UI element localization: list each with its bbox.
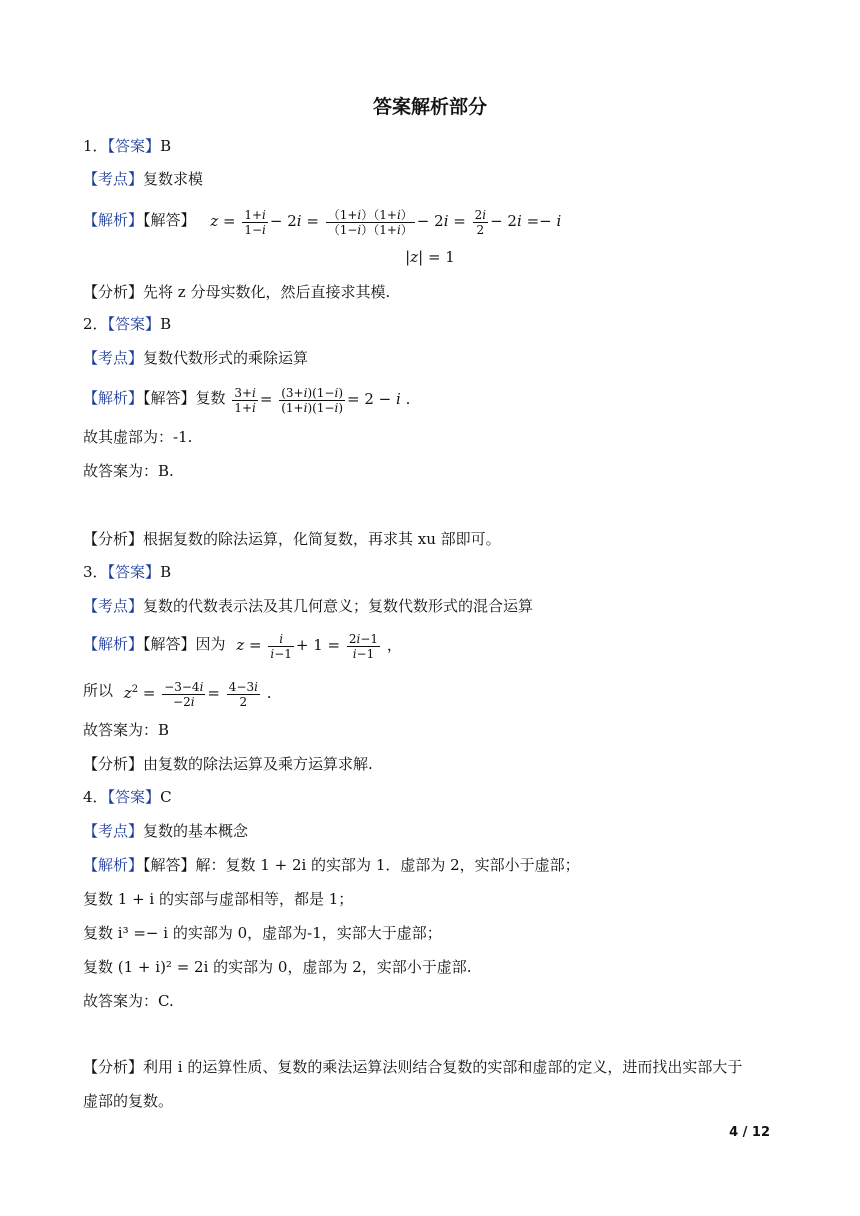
q3-review: 由复数的除法运算及乘方运算求解. [143,755,373,773]
review-label: 【分析】 [83,530,144,548]
q4-answer: C [160,788,172,806]
answer-label: 【答案】 [107,137,161,155]
q4-line3: 复数 i³ =− i 的实部为 0，虚部为-1，实部大于虚部； [83,924,442,942]
q4-point-line [83,821,248,841]
point-label: 【考点】 [83,597,144,615]
q2-point: 复数代数形式的乘除运算 [143,349,309,367]
page-title: 答案解析部分 [372,96,487,118]
review-label: 【分析】 [83,1058,144,1076]
q3-equation: z = $\frac{i}{i-1}$ + 1 = $\frac{2i-1}{i-1}$ ， [236,631,402,661]
q1-review: 先将 z 分母实数化，然后直接求其模. [143,283,391,301]
q2-review: 根据复数的除法运算，化简复数，再求其 xu 部即可。 [143,530,501,548]
q2-solve-prefix: 复数 [195,389,226,407]
q4-solve-line1: 解：复数 1 + 2i 的实部为 1．虚部为 2，实部小于虚部； [195,856,580,874]
q4-point: 复数的基本概念 [143,822,249,840]
q4-line2: 复数 1 + i 的实部与虚部相等，都是 1； [83,890,354,908]
q2-equation: $\frac{3+i}{1+i}$ = $\frac{(3+i)(1-i)}{(1+i)(1-i)}$ = 2 − i . [234,385,411,415]
q2-review-line [83,529,501,549]
q4-review-line2: 虚部的复数。 [83,1092,174,1110]
q1-solution-line [83,204,561,237]
q1-number: 1． [83,137,108,155]
q3-line2-prefix: 所以 [83,681,114,700]
q1-equation: z = $\frac{1+i}{1-i}$ − 2i = $\frac{(1+i)(1+i)}{(1-i)(1+i)}$ − 2i = $\frac{2i}{2}$ − 2i =− i [210,207,562,237]
q3-equation2: $z^2$ = $\frac{-3-4i}{-2i}$ = $\frac{4-3i}{2}$ . [123,679,272,709]
solve-label: 【解答】 [143,389,196,407]
solve-label: 【解答】 [143,635,196,653]
q4-line5: 故答案为：C. [83,992,174,1010]
point-label: 【考点】 [83,822,144,840]
q4-line4: 复数 (1 + i)² = 2i 的实部为 0，虚部为 2，实部小于虚部. [83,958,472,976]
q3-solution-line [83,628,402,661]
q4-solution-line [83,855,580,875]
q3-line3: 故答案为：B [83,721,170,739]
q3-point-line [83,596,533,616]
q1-point: 复数求模 [143,170,204,188]
q2-line2: 故其虚部为：-1. [83,428,193,446]
analysis-label: 【解析】 [83,635,144,653]
q4-review-line1: 利用 i 的运算性质、复数的乘法运算法则结合复数的实部和虚部的定义，进而找出实部大于 [143,1058,743,1076]
q4-review-line [83,1057,742,1077]
point-label: 【考点】 [83,349,144,367]
q2-answer-line [83,314,171,334]
answer-label: 【答案】 [107,788,161,806]
q2-solution-line [83,382,410,415]
analysis-label: 【解析】 [83,389,144,407]
q2-point-line [83,348,308,368]
page-number: 4 / 12 [729,1125,770,1140]
q3-point: 复数的代数表示法及其几何意义；复数代数形式的混合运算 [143,597,534,615]
q3-review-line [83,754,373,774]
q2-line3: 故答案为：B. [83,462,174,480]
analysis-label: 【解析】 [83,211,144,229]
review-label: 【分析】 [83,755,144,773]
q3-solve-prefix: 因为 [195,635,226,653]
q4-answer-line [83,787,172,807]
q3-line2 [83,674,271,709]
solve-label: 【解答】 [143,856,196,874]
analysis-label: 【解析】 [83,856,144,874]
q3-answer-line [83,562,171,582]
q3-answer: B [160,563,172,581]
q2-number: 2． [83,315,108,333]
point-label: 【考点】 [83,170,144,188]
q1-answer-line [83,136,171,156]
q1-answer: B [160,137,172,155]
answer-label: 【答案】 [107,563,161,581]
q3-number: 3． [83,563,108,581]
review-label: 【分析】 [83,283,144,301]
solve-label: 【解答】 [143,211,196,229]
q4-number: 4． [83,788,108,806]
q1-modulus: |z| = 1 [405,248,455,266]
answer-label: 【答案】 [107,315,161,333]
q1-point-line [83,169,203,189]
q2-answer: B [160,315,172,333]
q1-review-line [83,282,390,302]
